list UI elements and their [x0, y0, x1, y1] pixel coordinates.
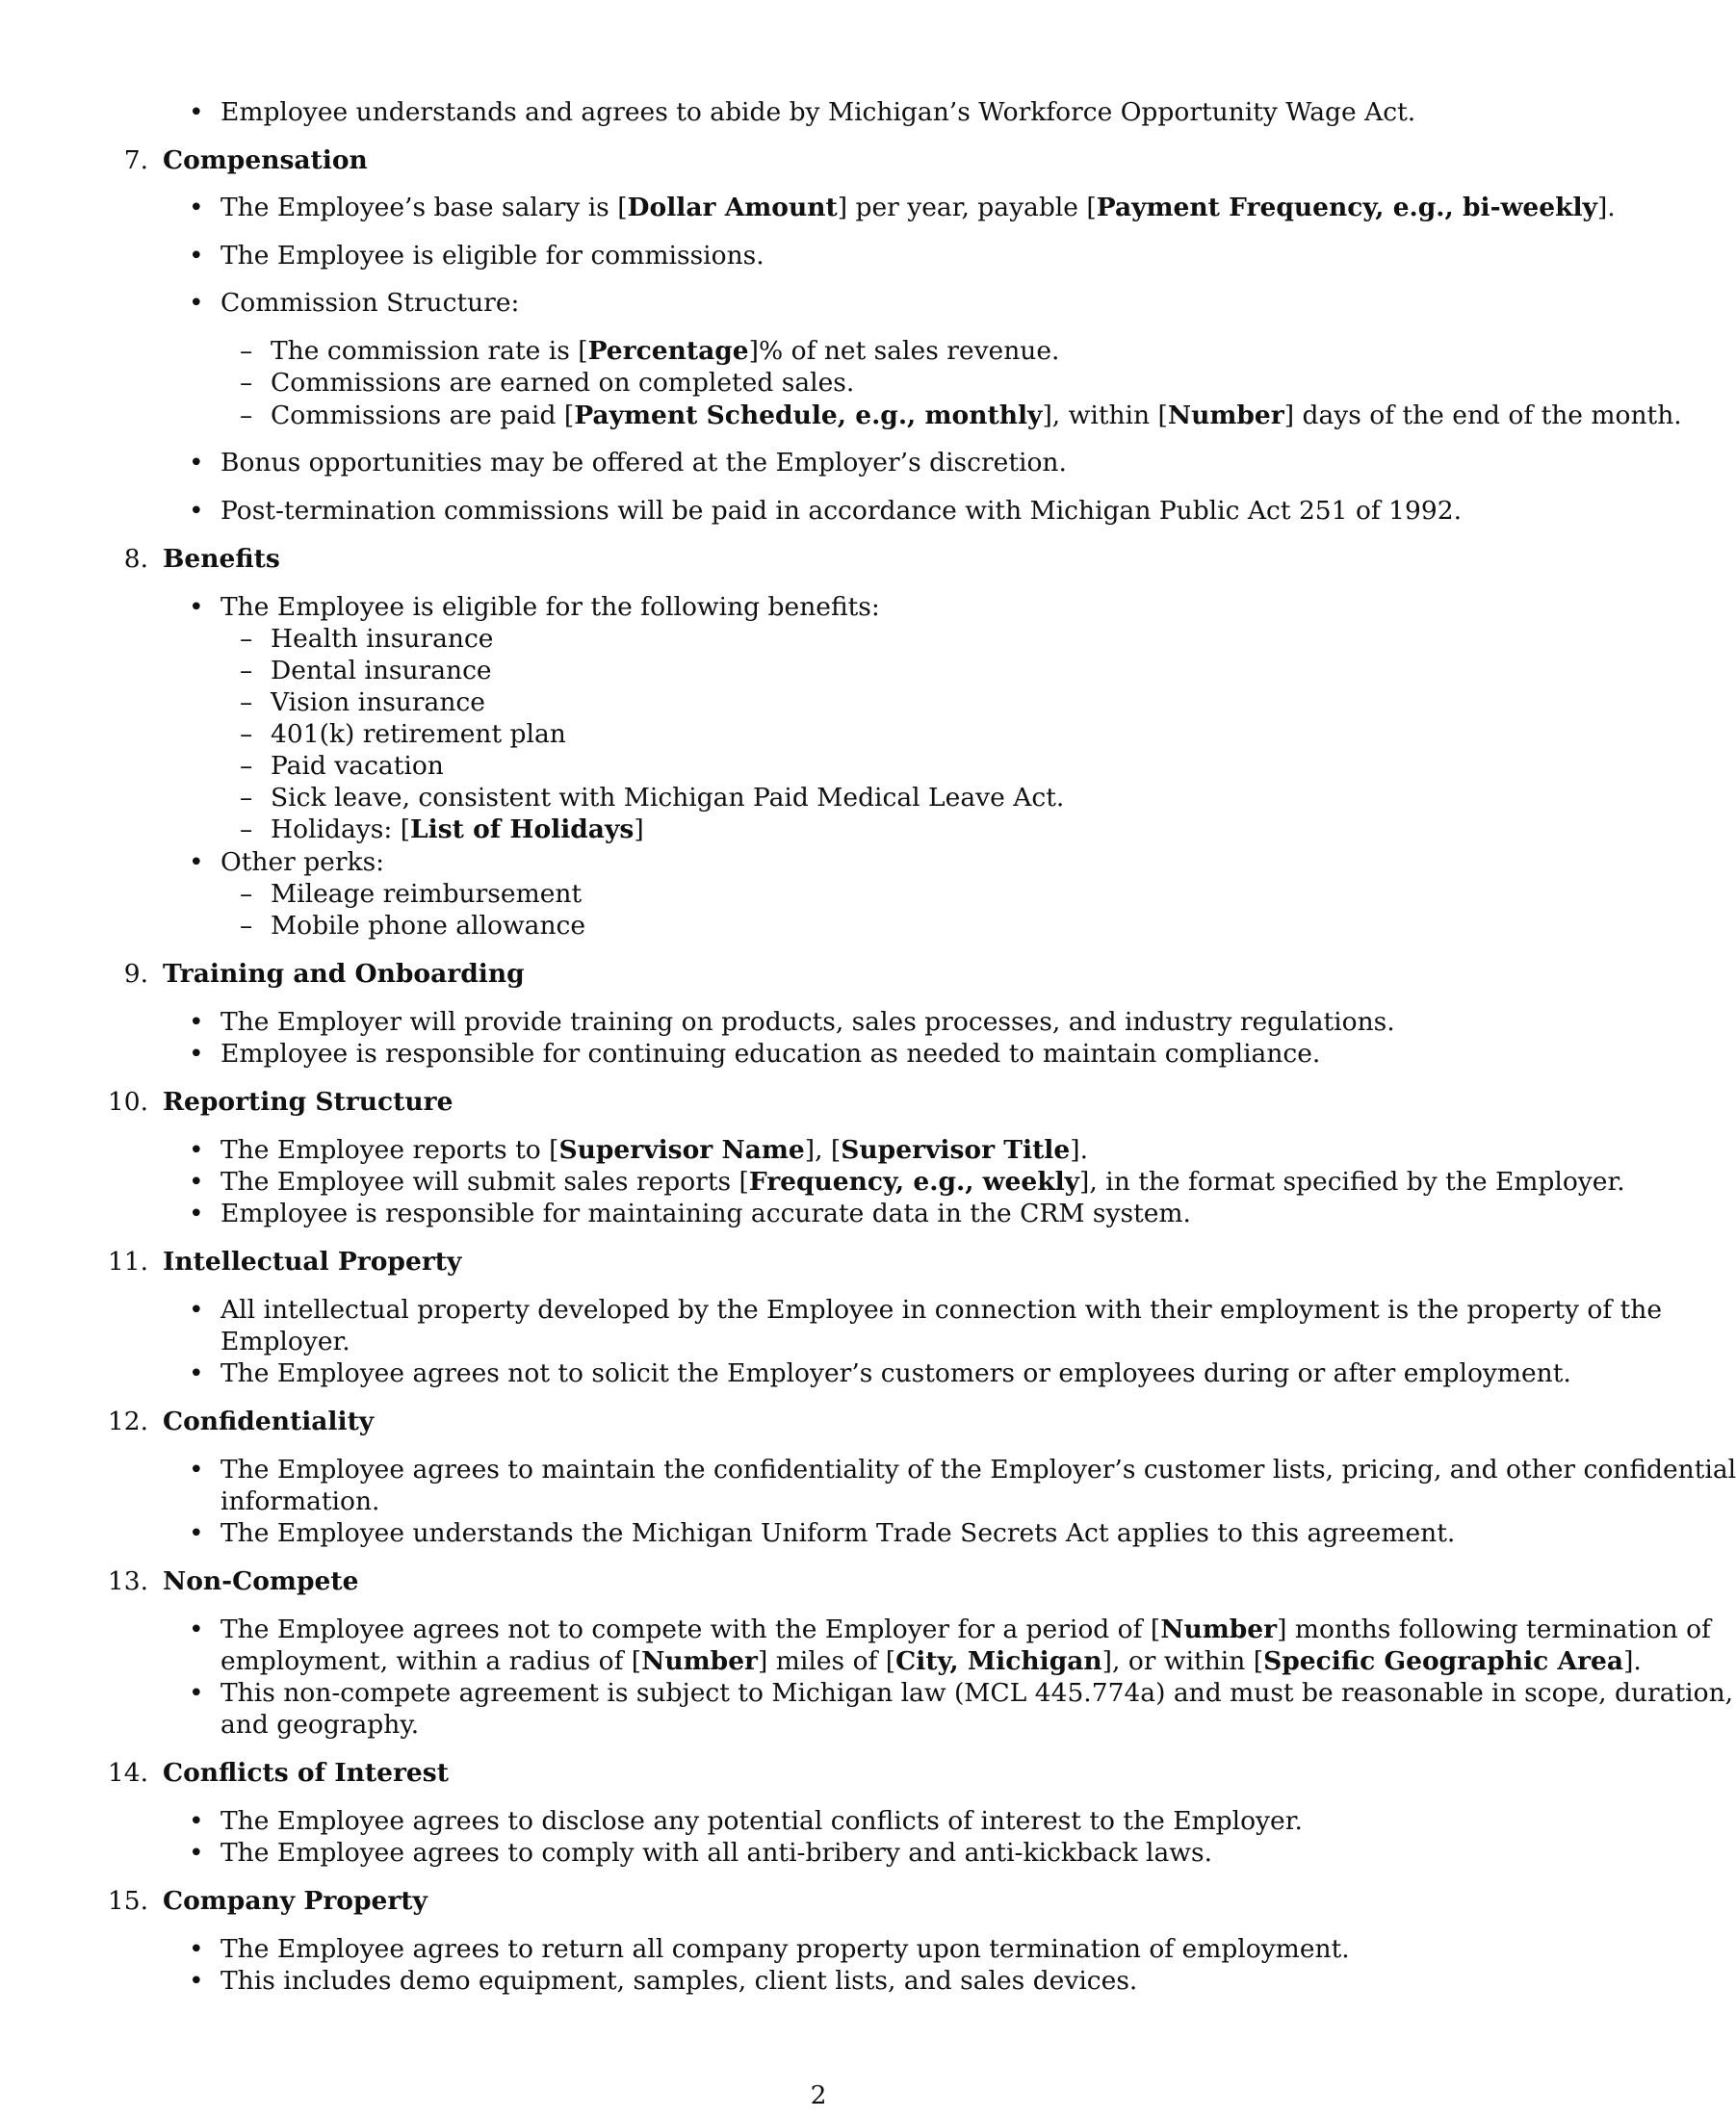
bullet-icon: • — [189, 496, 204, 526]
dash-icon: – — [240, 751, 253, 781]
document-page: • Employee understands and agrees to abide by Michigan’s Workforce Opportunity Wage Act. 7. Compensation • The Employee’s base salary is [Dollar Amount] per year, payable [Payment Frequency, e.g., bi-weekly]. • The Employee is eligible for commissions. • Commission Structure: – The commission rate is [Percentage]% of net sales revenue. – Commissions are earned on completed sales. – Commissions are paid [Payment Schedule, e.g., monthly], within [Number] days of the end of the month. • Bonus opportunities may be offered at the Employer’s discretion. • Post-termination commissions will be paid in accordance with Michigan Public Act 251 of 1992. 8. Benefits • The Employee is eligible for the following benefits: – Health insurance – Dental insurance – Vision insurance – 401(k) retirement plan – Paid vacation – Sick leave, consistent with Michigan Paid Medical Leave Act. – Holidays: [List of Holidays] • Other perks: – Mileage reimbursement – Mobile phone allowance 9. Training and Onboarding • The Employer will provide training on products, sales processes, and industry regulations. • Employee is responsible for continuing education as needed to maintain compliance. 10. Reporting Structure • The Employee reports to [Supervisor Name], [Supervisor Title]. • The Employee will submit sales reports [Frequency, e.g., weekly], in the format specified by the Employer. • Employee is responsible for maintaining accurate data in the CRM system. 11. Intellectual Property • All intellectual property developed by the Employee in connection with their employment is the property of the Employer. • The Employee agrees not to solicit the Employer’s customers or employees during or after employment. 12. Confidentiality • The Employee agrees to maintain the confidentiality of the Employer’s customer lists, pricing, and other confidential information. • The Employee understands the Michigan Uniform Trade Secrets Act applies to this agreement. 13. Non-Compete • The Employee agrees not to compete with the Employer for a period of [Number] months following termination of employment, within a radius of [Number] miles of [City, Michigan], or within [Specific Geographic Area]. • This non-compete agreement is subject to Michigan law (MCL 445.774a) and must be reasonable in scope, duration, and geography. 14. Conflicts of Interest • The Employee agrees to disclose any potential conflicts of interest to the Employer. • The Employee agrees to comply with all anti-bribery and anti-kickback laws. 15. Company Property • The Employee agrees to return all company property upon termination of employment. • This includes demo equipment, samples, client lists, and sales devices. 2 — [0, 0, 1637, 2118]
bullet-icon: • — [189, 592, 204, 622]
bullet-icon: • — [189, 1678, 204, 1708]
bullet-icon: • — [189, 1039, 204, 1069]
list-item-continuation: information. — [220, 1486, 380, 1516]
dash-icon: – — [240, 400, 253, 430]
bullet-icon: • — [189, 1934, 204, 1964]
dash-icon: – — [240, 814, 253, 844]
dash-icon: – — [240, 656, 253, 685]
dash-icon: – — [240, 336, 253, 366]
dash-icon: – — [240, 368, 253, 398]
bullet-icon: • — [189, 1838, 204, 1868]
bullet-icon: • — [189, 1135, 204, 1165]
bullet-icon: • — [189, 1614, 204, 1644]
bullet-icon: • — [189, 1806, 204, 1836]
bullet-icon: • — [189, 1518, 204, 1548]
bullet-icon: • — [189, 1199, 204, 1228]
list-item-continuation: and geography. — [220, 1710, 420, 1740]
dash-icon: – — [240, 783, 253, 813]
bullet-icon: • — [189, 1007, 204, 1037]
bullet-icon: • — [189, 1295, 204, 1325]
dash-icon: – — [240, 911, 253, 941]
bullet-icon: • — [189, 193, 204, 222]
bullet-icon: • — [189, 1966, 204, 1996]
bullet-icon: • — [189, 241, 204, 271]
bullet-icon: • — [189, 847, 204, 877]
bullet-icon: • — [189, 1167, 204, 1197]
list-item-continuation: Employer. — [220, 1327, 350, 1356]
list-item-continuation: employment, within a radius of [Number] miles of [City, Michigan], or within [Specific Geographic Area]. — [220, 1646, 1642, 1676]
bullet-icon: • — [189, 1455, 204, 1485]
dash-icon: – — [240, 624, 253, 654]
bullet-icon: • — [189, 448, 204, 478]
bullet-icon: • — [189, 97, 204, 127]
dash-icon: – — [240, 879, 253, 909]
dash-icon: – — [240, 719, 253, 749]
page-number: 2 — [810, 2080, 827, 2110]
bullet-icon: • — [189, 288, 204, 318]
dash-icon: – — [240, 687, 253, 717]
bullet-icon: • — [189, 1358, 204, 1388]
